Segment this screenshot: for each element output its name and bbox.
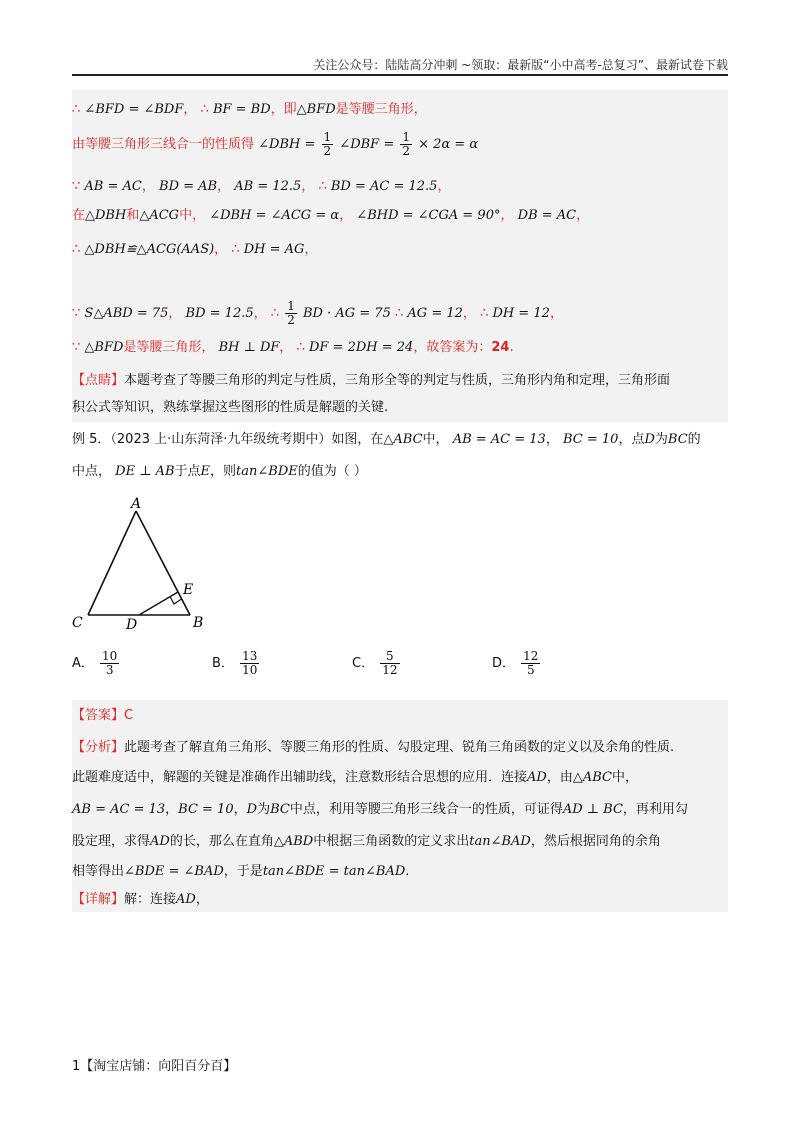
right-angle-mark [170,597,182,605]
example-text: 例 5．（2023 上·山东菏泽·九年级统考期中）如图，在 [72,432,384,447]
comment-line-1 [72,371,728,391]
point-name: E [200,464,211,479]
equation: AB = AC [84,179,142,194]
fraction: $\frac{12}{5}$ [523,649,539,677]
triangle-name: △ABC [383,432,423,447]
equation: AG = 12 [407,306,463,321]
therefore-symbol: ∴ [296,340,305,355]
triangle-name: △BFD [296,102,336,117]
detail-line: 【详解】解：连接AD， [72,892,209,907]
text: ，即 [270,102,297,117]
fraction: $\frac{1}{2}$ [323,130,332,158]
therefore-symbol: ∴ [72,102,81,117]
separator: ， [183,102,197,117]
because-symbol: ∵ [72,179,81,194]
equation: tan∠BDE [236,464,298,479]
equation: BH ⊥ DF [218,340,280,355]
equation: ∠DBH = ∠ACG = α [209,208,340,223]
example-line-2: 中点， DE ⊥ AB于点E，则tan∠BDE的值为（ ） [72,464,367,479]
equation: △DBH≌△ACG(AAS) [84,242,215,257]
fraction: $\frac{5}{12}$ [382,649,398,677]
fraction: $\frac{1}{2}$ [287,299,295,327]
analysis-text: 此题考查了解直角三角形、等腰三角形的性质、勾股定理、锐角三角函数的定义以及余角的性质. [124,740,675,755]
analysis-line-3: AB = AC = 13，BC = 10，D为BC中点，利用等腰三角形三线合一的性质，可证得AD ⊥ BC，再利用勾 [72,802,688,817]
equation: DH = 12 [492,306,550,321]
solution-line-6: ∵ S△ABD = 75， BD = 12.5， ∴ $\frac{1}{2}$ BD · AG = 75 ∴ AG = 12， ∴ DH = 12， [72,299,563,327]
segment-de [139,592,178,615]
side-ab [136,511,190,615]
equation: AB = 12.5 [234,179,302,194]
label-c: C [72,615,83,631]
label-d: D [126,617,138,633]
equation: ∠BHD = ∠CGA = 90° [356,208,501,223]
analysis-line-2: 此题难度适中，解题的关键是准确作出辅助线，注意数形结合思想的应用．连接AD，由△ABC中， [72,770,638,785]
equation: × 2α = α [418,137,479,152]
equation: ∠DBF = [339,137,395,152]
triangle-figure [70,495,220,635]
fraction: $\frac{13}{10}$ [242,649,258,677]
option-b[interactable]: B． $\frac{13}{10}$ [212,649,258,677]
label-e: E [183,582,194,598]
header-rule [72,74,728,76]
therefore-symbol: ∴ [480,306,489,321]
answer-label: 【答案】 [72,708,125,723]
therefore-symbol: ∴ [270,306,280,321]
analysis-line-5: 相等得出∠BDE = ∠BAD，于是tan∠BDE = tan∠BAD. [72,864,410,879]
fraction: $\frac{10}{3}$ [102,649,118,677]
solution-line-7: ∵ △BFD是等腰三角形， BH ⊥ DF， ∴ DF = 2DH = 24，故答案为：24. [72,340,514,355]
segment-name: BC [667,432,688,447]
equation: BC = 10 [562,432,619,447]
analysis-line-4: 股定理，求得AD的长，那么在直角△ABD中根据三角函数的定义求出tan∠BAD，然后根据同角的余角 [72,834,661,849]
equation: S△ABD = 75 [84,306,169,321]
solution-line-5: ∴ △DBH≌△ACG(AAS)， ∴ DH = AG， [72,242,318,257]
option-c[interactable]: C． $\frac{5}{12}$ [352,649,398,677]
label-b: B [193,615,204,631]
because-symbol: ∵ [72,306,81,321]
solution-line-1 [72,100,728,120]
comment-text: 积公式等知识，熟练掌握这些图形的性质是解题的关键. [72,400,389,415]
equation: DE ⊥ AB [115,464,175,479]
label-a: A [131,496,142,512]
comment-line-2 [72,398,728,418]
equation: ∠BFD = ∠BDF [84,102,184,117]
equation: ∠DBH = [258,137,316,152]
page-footer: 1【淘宝店铺：向阳百分百】 [72,1059,237,1074]
solution-line-2 [72,131,728,158]
therefore-symbol: ∴ [395,306,404,321]
because-symbol: ∵ [72,340,81,355]
point-name: D [644,432,655,447]
side-ac [88,511,136,615]
equation: DF = 2DH = 24 [308,340,414,355]
therefore-symbol: ∴ [318,179,327,194]
triangle-name: △BFD [84,340,124,355]
example-line-1: 例 5．（2023 上·山东菏泽·九年级统考期中）如图，在△ABC中， AB = AC = 13， BC = 10，点D为BC的 [72,432,701,447]
example-text: 中点， [72,464,112,479]
solution-line-4: 在△DBH和△ACG中， ∠DBH = ∠ACG = α， ∠BHD = ∠CGA = 90°， DB = AC， [72,208,590,223]
equation: BF = BD [212,102,271,117]
answer-value: C [124,708,134,723]
therefore-symbol: ∴ [72,242,81,257]
comment-text: 本题考查了等腰三角形的判定与性质，三角形全等的判定与性质，三角形内角和定理，三角形面 [124,373,671,388]
equation: BD · AG = 75 [303,306,391,321]
solution-line-3: ∵ AB = AC， BD = AB， AB = 12.5， ∴ BD = AC = 12.5， [72,179,451,194]
text: 是等腰三角形， [335,102,427,117]
option-d[interactable]: D． $\frac{12}{5}$ [492,649,539,677]
therefore-symbol: ∴ [200,102,209,117]
equation: DB = AC [517,208,577,223]
option-a[interactable]: A． $\frac{10}{3}$ [72,649,118,677]
page-header: 关注公众号：陆陆高分冲刺 ~领取：最新版“小中高考-总复习”、最新试卷下载 [313,58,728,72]
detail-label: 【详解】 [72,892,125,907]
equation: BD = AB [159,179,218,194]
triangle-name: △ACG [139,208,180,223]
triangle-name: △DBH [85,208,127,223]
text: 由等腰三角形三线合一的性质得 [72,137,255,152]
analysis-line-1 [72,738,728,758]
comment-label: 【点睛】 [72,373,125,388]
therefore-symbol: ∴ [231,242,240,257]
equation: BD = AC = 12.5 [330,179,438,194]
answer-value: 24 [491,340,510,355]
equation: BD = 12.5 [185,306,254,321]
equation: AB = AC = 13 [452,432,546,447]
fraction: $\frac{1}{2}$ [402,130,411,158]
answer-line [72,706,728,726]
analysis-label: 【分析】 [72,740,125,755]
equation: DH = AG [243,242,305,257]
